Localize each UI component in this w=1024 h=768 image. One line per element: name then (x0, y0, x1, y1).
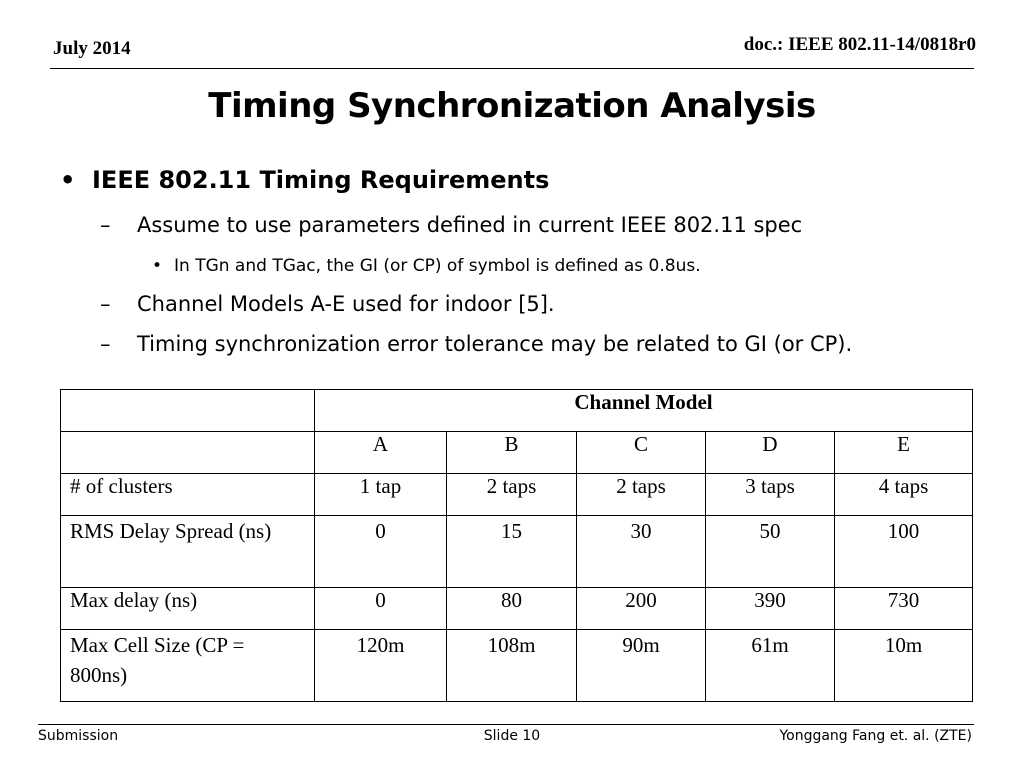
footer-submission: Submission (38, 728, 119, 744)
bullet-dash-icon: – (100, 292, 111, 316)
table-cell: 50 (706, 516, 835, 588)
table-row (61, 588, 973, 630)
table-cell: 100 (835, 516, 973, 588)
table-cell: 80 (447, 588, 577, 630)
table-cell: 61m (706, 630, 835, 702)
table-cell: 120m (315, 630, 447, 702)
table-cell: 730 (835, 588, 973, 630)
table-corner-cell (61, 432, 315, 474)
table-cell: 1 tap (315, 474, 447, 516)
channel-model-table (60, 389, 973, 702)
table-cell: 200 (577, 588, 706, 630)
slide-title: Timing Synchronization Analysis (208, 86, 816, 126)
table-cell: 0 (315, 588, 447, 630)
model-header-e: E (835, 432, 973, 474)
table-cell: 3 taps (706, 474, 835, 516)
model-header-a: A (315, 432, 447, 474)
footer-slide-number: Slide 10 (483, 728, 541, 744)
table-cell: 10m (835, 630, 973, 702)
footer-divider (38, 724, 974, 725)
bullet-dash-icon: – (100, 332, 111, 356)
table-header-row (61, 390, 973, 432)
table-cell: 108m (447, 630, 577, 702)
table-cell: 30 (577, 516, 706, 588)
model-header-c: C (577, 432, 706, 474)
table-cell: 390 (706, 588, 835, 630)
footer-authors: Yonggang Fang et. al. (ZTE) (779, 728, 972, 744)
bullet-dot-icon: • (60, 166, 76, 194)
row-label: RMS Delay Spread (ns) (61, 516, 315, 588)
model-header-d: D (706, 432, 835, 474)
bullet-text: In TGn and TGac, the GI (or CP) of symbol is defined as 0.8us. (174, 256, 701, 276)
channel-model-header: Channel Model (315, 390, 973, 432)
bullet-text: IEEE 802.11 Timing Requirements (92, 166, 550, 194)
table-cell: 4 taps (835, 474, 973, 516)
table-row (61, 474, 973, 516)
bullet-dash-icon: – (100, 213, 111, 237)
header-doc-id: doc.: IEEE 802.11-14/0818r0 (743, 34, 976, 55)
row-label: # of clusters (61, 474, 315, 516)
table-cell: 2 taps (577, 474, 706, 516)
table-cell: 0 (315, 516, 447, 588)
bullet-level2 (100, 332, 852, 356)
header-divider (50, 68, 974, 69)
table-corner-cell (61, 390, 315, 432)
table-cell: 90m (577, 630, 706, 702)
table-model-row (61, 432, 973, 474)
row-label: Max Cell Size (CP = 800ns) (61, 630, 315, 702)
row-label: Max delay (ns) (61, 588, 315, 630)
table-cell: 2 taps (447, 474, 577, 516)
bullet-text: Timing synchronization error tolerance may be related to GI (or CP). (137, 332, 853, 356)
bullet-level1 (60, 166, 549, 194)
table-row (61, 516, 973, 588)
bullet-level2 (100, 292, 555, 316)
table-row (61, 630, 973, 702)
bullet-text: Channel Models A-E used for indoor [5]. (137, 292, 555, 316)
table-cell: 15 (447, 516, 577, 588)
bullet-level2 (100, 213, 802, 237)
bullet-text: Assume to use parameters defined in current IEEE 802.11 spec (137, 213, 803, 237)
bullet-level3 (152, 256, 701, 276)
bullet-dot-icon: • (152, 256, 163, 276)
header-date: July 2014 (53, 38, 131, 59)
model-header-b: B (447, 432, 577, 474)
